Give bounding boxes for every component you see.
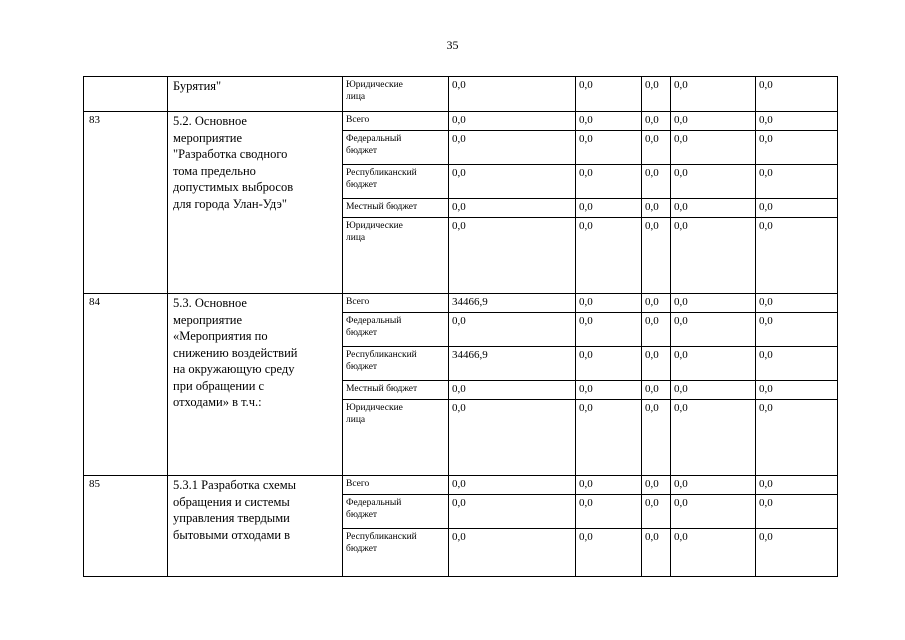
amount-cell: 34466,9 xyxy=(452,349,488,361)
amount-cell: 0,0 xyxy=(579,383,593,395)
amount-cell: 0,0 xyxy=(452,402,466,414)
funding-source-label: лица xyxy=(346,92,366,102)
page-number: 35 xyxy=(446,38,459,52)
funding-source-label: лица xyxy=(346,415,366,425)
amount-cell: 0,0 xyxy=(759,114,773,126)
amount-cell: 0,0 xyxy=(579,201,593,213)
amount-cell: 0,0 xyxy=(645,133,659,145)
amount-cell: 0,0 xyxy=(579,133,593,145)
column-border xyxy=(575,76,576,576)
activity-name-line: снижению воздействий xyxy=(173,345,298,360)
funding-source-label: лица xyxy=(346,233,366,243)
amount-cell: 0,0 xyxy=(452,133,466,145)
amount-cell: 0,0 xyxy=(759,531,773,543)
amount-cell: 0,0 xyxy=(759,349,773,361)
activity-name-line: 5.3.1 Разработка схемы xyxy=(173,478,297,492)
amount-cell: 0,0 xyxy=(645,220,659,232)
activity-name-line: тома предельно xyxy=(173,163,256,178)
amount-cell: 34466,9 xyxy=(452,296,488,308)
amount-cell: 0,0 xyxy=(645,296,659,308)
column-border xyxy=(448,76,449,576)
funding-source-label: бюджет xyxy=(346,510,378,520)
amount-cell: 0,0 xyxy=(579,114,593,126)
amount-cell: 0,0 xyxy=(674,201,688,213)
funding-source-label: Местный бюджет xyxy=(346,384,418,394)
row-divider xyxy=(342,312,838,313)
amount-cell: 0,0 xyxy=(759,133,773,145)
row-divider xyxy=(342,217,838,218)
row-divider xyxy=(342,528,838,529)
funding-source-label: Республиканский xyxy=(346,350,417,360)
column-border xyxy=(837,76,838,576)
column-border xyxy=(167,76,168,576)
amount-cell: 0,0 xyxy=(759,167,773,179)
amount-cell: 0,0 xyxy=(674,383,688,395)
column-border xyxy=(342,76,343,576)
amount-cell: 0,0 xyxy=(674,79,688,91)
amount-cell: 0,0 xyxy=(674,114,688,126)
activity-name-line: "Разработка сводного xyxy=(173,147,288,161)
amount-cell: 0,0 xyxy=(645,201,659,213)
row-divider xyxy=(342,494,838,495)
amount-cell: 0,0 xyxy=(579,220,593,232)
amount-cell: 0,0 xyxy=(645,79,659,91)
amount-cell: 0,0 xyxy=(645,114,659,126)
funding-source-label: бюджет xyxy=(346,328,378,338)
amount-cell: 0,0 xyxy=(579,497,593,509)
activity-name-line: при обращении с xyxy=(173,378,265,393)
group-divider xyxy=(83,475,838,476)
amount-cell: 0,0 xyxy=(759,478,773,490)
funding-source-label: Юридические xyxy=(346,80,403,90)
activity-name-line: обращения и системы xyxy=(173,494,290,509)
funding-source-label: Всего xyxy=(346,479,370,489)
amount-cell: 0,0 xyxy=(674,167,688,179)
amount-cell: 0,0 xyxy=(452,167,466,179)
amount-cell: 0,0 xyxy=(759,402,773,414)
row-divider xyxy=(342,130,838,131)
amount-cell: 0,0 xyxy=(452,531,466,543)
amount-cell: 0,0 xyxy=(579,531,593,543)
funding-source-label: Республиканский xyxy=(346,168,417,178)
amount-cell: 0,0 xyxy=(452,478,466,490)
funding-source-label: бюджет xyxy=(346,544,378,554)
activity-name-line: Бурятия" xyxy=(173,79,222,93)
table-bottom-border xyxy=(83,576,838,577)
funding-source-label: Федеральный xyxy=(346,316,402,326)
row-divider xyxy=(342,346,838,347)
amount-cell: 0,0 xyxy=(645,478,659,490)
activity-name-line: мероприятие xyxy=(173,312,243,327)
column-border xyxy=(670,76,671,576)
row-number: 83 xyxy=(89,114,100,126)
column-border xyxy=(641,76,642,576)
amount-cell: 0,0 xyxy=(452,220,466,232)
amount-cell: 0,0 xyxy=(645,497,659,509)
amount-cell: 0,0 xyxy=(579,315,593,327)
funding-source-label: Юридические xyxy=(346,403,403,413)
amount-cell: 0,0 xyxy=(579,167,593,179)
amount-cell: 0,0 xyxy=(579,349,593,361)
amount-cell: 0,0 xyxy=(452,201,466,213)
funding-source-label: бюджет xyxy=(346,362,378,372)
activity-name-line: для города Улан-Удэ" xyxy=(173,196,288,211)
amount-cell: 0,0 xyxy=(645,349,659,361)
amount-cell: 0,0 xyxy=(759,296,773,308)
funding-source-label: бюджет xyxy=(346,180,378,190)
amount-cell: 0,0 xyxy=(759,220,773,232)
row-divider xyxy=(342,380,838,381)
funding-source-label: Республиканский xyxy=(346,532,417,542)
column-border xyxy=(83,76,84,576)
amount-cell: 0,0 xyxy=(674,531,688,543)
amount-cell: 0,0 xyxy=(452,497,466,509)
funding-source-label: Всего xyxy=(346,115,370,125)
amount-cell: 0,0 xyxy=(759,79,773,91)
amount-cell: 0,0 xyxy=(759,315,773,327)
amount-cell: 0,0 xyxy=(674,349,688,361)
amount-cell: 0,0 xyxy=(759,383,773,395)
activity-name-line: 5.2. Основное xyxy=(173,114,247,128)
funding-source-label: Юридические xyxy=(346,221,403,231)
amount-cell: 0,0 xyxy=(674,315,688,327)
row-number: 84 xyxy=(89,296,100,308)
funding-source-label: Местный бюджет xyxy=(346,202,418,212)
amount-cell: 0,0 xyxy=(452,79,466,91)
amount-cell: 0,0 xyxy=(674,296,688,308)
amount-cell: 0,0 xyxy=(579,402,593,414)
amount-cell: 0,0 xyxy=(579,296,593,308)
funding-source-label: Федеральный xyxy=(346,498,402,508)
funding-source-label: Всего xyxy=(346,297,370,307)
amount-cell: 0,0 xyxy=(645,315,659,327)
row-divider xyxy=(342,198,838,199)
activity-name-line: «Мероприятия по xyxy=(173,329,268,343)
activity-name-line: бытовыми отходами в xyxy=(173,527,291,542)
amount-cell: 0,0 xyxy=(452,383,466,395)
group-divider xyxy=(83,293,838,294)
amount-cell: 0,0 xyxy=(579,79,593,91)
amount-cell: 0,0 xyxy=(674,220,688,232)
group-divider xyxy=(83,111,838,112)
amount-cell: 0,0 xyxy=(759,497,773,509)
amount-cell: 0,0 xyxy=(674,133,688,145)
row-divider xyxy=(342,399,838,400)
activity-name-line: допустимых выбросов xyxy=(173,180,294,194)
amount-cell: 0,0 xyxy=(452,114,466,126)
amount-cell: 0,0 xyxy=(674,497,688,509)
amount-cell: 0,0 xyxy=(645,402,659,414)
funding-source-label: Федеральный xyxy=(346,134,402,144)
amount-cell: 0,0 xyxy=(645,383,659,395)
amount-cell: 0,0 xyxy=(759,201,773,213)
column-border xyxy=(755,76,756,576)
row-divider xyxy=(342,164,838,165)
activity-name-line: управления твердыми xyxy=(173,511,290,525)
amount-cell: 0,0 xyxy=(645,531,659,543)
activity-name-line: мероприятие xyxy=(173,130,243,145)
row-number: 85 xyxy=(89,478,100,490)
funding-source-label: бюджет xyxy=(346,146,378,156)
activity-name-line: 5.3. Основное xyxy=(173,296,247,310)
amount-cell: 0,0 xyxy=(674,478,688,490)
amount-cell: 0,0 xyxy=(452,315,466,327)
table-top-border xyxy=(83,76,838,77)
amount-cell: 0,0 xyxy=(674,402,688,414)
amount-cell: 0,0 xyxy=(579,478,593,490)
activity-name-line: на окружающую среду xyxy=(173,362,295,376)
amount-cell: 0,0 xyxy=(645,167,659,179)
activity-name-line: отходами» в т.ч.: xyxy=(173,395,262,409)
